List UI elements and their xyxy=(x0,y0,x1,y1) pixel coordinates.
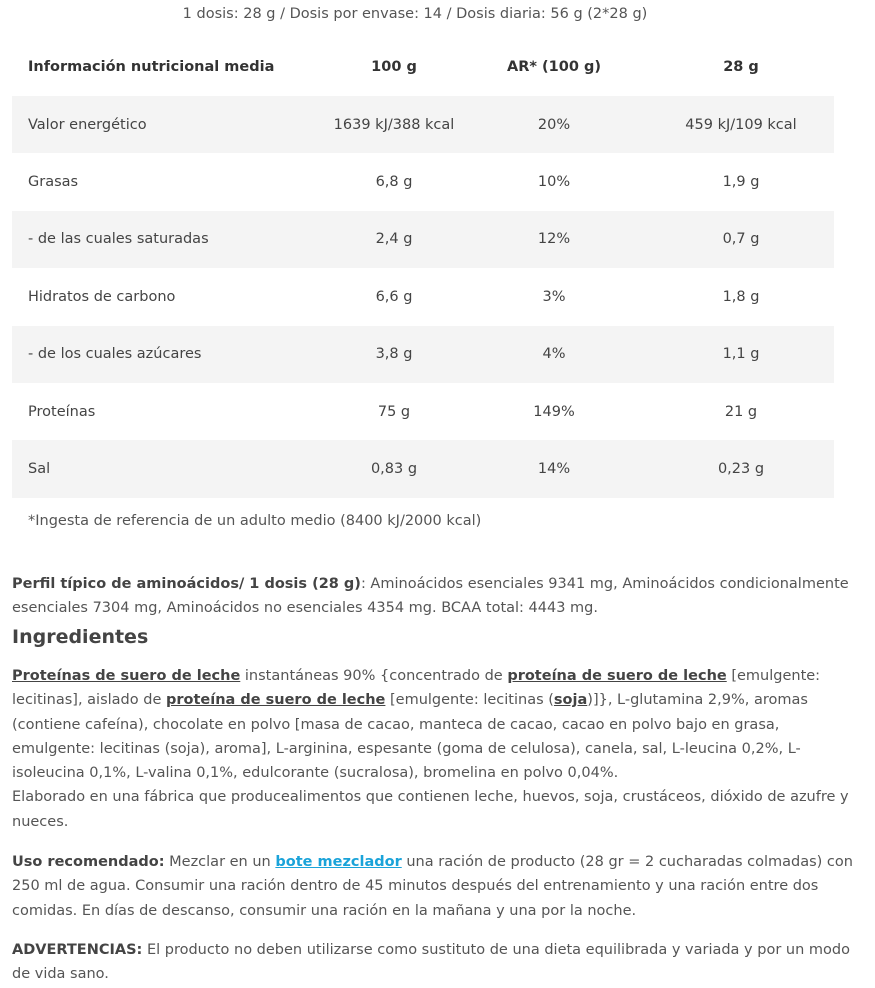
ingredients-title: Ingredientes xyxy=(12,626,149,648)
ingredients-list xyxy=(12,664,862,834)
allergen-whey-protein: proteína de suero de leche xyxy=(507,668,727,684)
table-header-row xyxy=(12,38,834,96)
value-per-serving: 0,23 g xyxy=(717,461,765,478)
amino-acid-profile xyxy=(12,572,862,621)
allergen-whey-protein: Proteínas de suero de leche xyxy=(12,668,241,684)
nutrient-name: Grasas xyxy=(28,174,79,191)
nutrient-name: - de los cuales azúcares xyxy=(28,346,202,363)
warnings-text: El producto no deben utilizarse como sustituto de una dieta equilibrada y variada y por un modo de vida sano. xyxy=(12,942,850,983)
allergen-whey-protein: proteína de suero de leche xyxy=(165,692,386,709)
value-reference-intake: 14% xyxy=(537,461,571,478)
reference-intake-footnote: *Ingesta de referencia de un adulto medio (8400 kJ/2000 kcal) xyxy=(28,512,482,529)
value-per-100g: 75 g xyxy=(377,403,411,420)
value-reference-intake: 10% xyxy=(537,174,571,191)
header-nutrition-info: Información nutricional media xyxy=(28,59,275,75)
header-reference-intake: AR* (100 g) xyxy=(507,59,601,75)
table-row xyxy=(12,96,834,153)
value-per-serving: 1,9 g xyxy=(722,174,760,191)
warnings-label: ADVERTENCIAS: xyxy=(12,942,143,958)
ingredients-text: [emulgente: lecitinas ( xyxy=(385,692,554,709)
nutrient-name: Hidratos de carbono xyxy=(28,288,176,305)
amino-acid-text: : Aminoácidos esenciales 9341 mg, Aminoácidos condicionalmente esenciales 7304 mg, Aminoácidos no esenciales 4354 mg. BCAA total: 4443 mg. xyxy=(12,576,849,617)
nutrient-name: Proteínas xyxy=(28,403,96,420)
nutrition-table xyxy=(12,38,834,544)
shaker-bottle-link[interactable]: bote mezclador xyxy=(275,854,402,870)
ingredients-text: instantáneas 90% {concentrado de xyxy=(240,668,508,684)
table-row xyxy=(12,211,834,268)
allergen-soy: soja xyxy=(553,692,588,709)
value-per-100g: 6,6 g xyxy=(375,288,413,305)
header-per-serving: 28 g xyxy=(723,59,759,75)
table-row xyxy=(12,153,834,210)
table-row xyxy=(12,326,834,383)
ingredients-text: [emulgente: lecitinas], aislado de xyxy=(12,668,821,709)
table-footnote-row xyxy=(12,498,834,544)
value-reference-intake: 149% xyxy=(533,403,575,420)
value-per-100g: 0,83 g xyxy=(370,461,418,478)
value-per-serving: 459 kJ/109 kcal xyxy=(685,116,797,133)
ingredients-text: )]}, L-glutamina 2,9%, aromas (contiene cafeína), chocolate en polvo [masa de cacao, manteca de cacao, cacao en polvo bajo en grasa, emulgente: lecitinas (soja), aroma], L-arginina, espesante (goma de celulosa), canela, sal, L-leucina 0,2%, L-isoleucina 0,1%, L-valina 0,1%, edulcorante (sucralosa), bromelina en polvo 0,04%. xyxy=(12,692,808,782)
value-reference-intake: 3% xyxy=(542,288,566,305)
value-reference-intake: 20% xyxy=(537,116,571,133)
serving-info: 1 dosis: 28 g / Dosis por envase: 14 / Dosis diaria: 56 g (2*28 g) xyxy=(182,6,648,22)
value-per-serving: 21 g xyxy=(724,403,758,420)
value-per-serving: 1,8 g xyxy=(722,288,760,305)
table-row xyxy=(12,268,834,325)
value-per-100g: 2,4 g xyxy=(375,231,413,248)
value-reference-intake: 12% xyxy=(537,231,571,248)
recommended-use-label: Uso recomendado: xyxy=(12,854,165,870)
value-per-serving: 0,7 g xyxy=(722,231,760,248)
table-row xyxy=(12,383,834,440)
recommended-use-text: una ración de producto (28 gr = 2 cucharadas colmadas) con 250 ml de agua. Consumir una ración dentro de 45 minutos después del entrenamiento y una ración entre dos comidas. En días de descanso, consumir una ración en la mañana y una por la noche. xyxy=(12,854,853,919)
recommended-use-text: Mezclar en un xyxy=(164,854,276,870)
recommended-use xyxy=(12,850,862,923)
value-per-100g: 1639 kJ/388 kcal xyxy=(333,116,455,133)
value-per-100g: 3,8 g xyxy=(375,346,413,363)
amino-acid-label: Perfil típico de aminoácidos/ 1 dosis (28 g) xyxy=(12,576,361,592)
table-row xyxy=(12,440,834,497)
header-per-100g: 100 g xyxy=(371,59,417,75)
value-per-100g: 6,8 g xyxy=(375,174,413,191)
value-reference-intake: 4% xyxy=(542,346,566,363)
nutrient-name: Valor energético xyxy=(28,116,147,133)
nutrient-name: Sal xyxy=(28,461,51,478)
warnings xyxy=(12,938,862,987)
value-per-serving: 1,1 g xyxy=(722,346,760,363)
nutrient-name: - de las cuales saturadas xyxy=(28,231,209,248)
factory-allergen-note: Elaborado en una fábrica que producealimentos que contienen leche, huevos, soja, crustáceos, dióxido de azufre y nueces. xyxy=(12,789,849,830)
